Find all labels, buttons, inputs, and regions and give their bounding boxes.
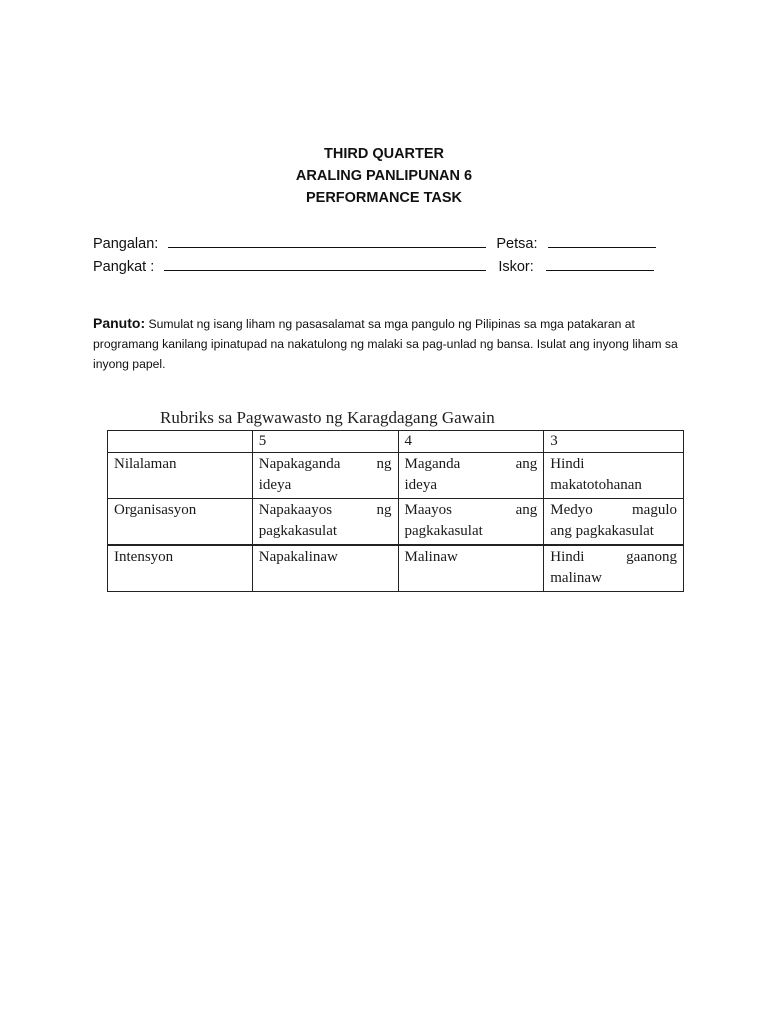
rubric-cell <box>252 499 398 546</box>
cell-line: pagkakasulat <box>258 523 338 539</box>
instructions-text: Sumulat ng isang liham ng pasasalamat sa mga pangulo ng Pilipinas sa mga patakaran at programang kanilang ipinatupad na nakatulong ng malaki sa pag-unlad ng bansa. Isulat ang inyong liham sa inyong papel. <box>93 317 678 371</box>
task-title: PERFORMANCE TASK <box>305 190 462 206</box>
cell-line: Medyo magulo <box>550 502 677 518</box>
cell-line: makatotohanan <box>550 477 642 493</box>
pangalan-label: Pangalan: <box>93 236 159 252</box>
criterion-cell: Organisasyon <box>108 499 253 546</box>
cell-line: Maayos ang <box>404 502 538 518</box>
rubric-row-organisasyon <box>108 499 684 546</box>
rubric-cell <box>544 545 684 592</box>
cell-line: Napakaganda ng <box>258 456 392 472</box>
rubric-header-row <box>108 431 684 453</box>
rubric-cell <box>544 499 684 546</box>
rubric-table <box>107 430 684 592</box>
instructions-label: Panuto: <box>93 315 146 331</box>
iskor-blank[interactable] <box>546 257 654 271</box>
pangkat-label: Pangkat : <box>93 259 155 275</box>
rubric-header-empty <box>108 431 253 453</box>
cell-line: Maganda ang <box>404 456 538 472</box>
cell-line: malinaw <box>550 570 602 586</box>
subject-title: ARALING PANLIPUNAN 6 <box>295 168 473 184</box>
rubric-header-score-4: 4 <box>398 431 544 453</box>
instructions-paragraph <box>93 313 683 374</box>
petsa-blank[interactable] <box>548 234 656 248</box>
cell-line: Hindi gaanong <box>550 549 677 565</box>
rubric-title: Rubriks sa Pagwawasto ng Karagdagang Gawain <box>160 408 495 427</box>
rubric-row-intensyon <box>108 545 684 592</box>
cell-line: Napakaayos ng <box>258 502 392 518</box>
rubric-row-nilalaman <box>108 453 684 499</box>
cell-line: pagkakasulat <box>404 523 483 539</box>
cell-line: Hindi <box>550 456 585 472</box>
quarter-title: THIRD QUARTER <box>323 146 445 162</box>
pangkat-blank[interactable] <box>164 257 486 271</box>
cell-line: ideya <box>258 477 292 493</box>
rubric-header-score-3: 3 <box>544 431 684 453</box>
criterion-cell: Nilalaman <box>108 453 253 499</box>
iskor-label: Iskor: <box>498 259 534 275</box>
group-score-row <box>93 257 654 275</box>
petsa-label: Petsa: <box>496 236 538 252</box>
criterion-cell: Intensyon <box>108 545 253 592</box>
rubric-cell <box>398 453 544 499</box>
cell-line: Napakalinaw <box>258 549 338 565</box>
cell-line: ang pagkakasulat <box>550 523 654 539</box>
rubric-cell <box>544 453 684 499</box>
cell-line: ideya <box>404 477 437 493</box>
pangalan-blank[interactable] <box>168 234 486 248</box>
name-date-row <box>93 234 656 252</box>
cell-line: Malinaw <box>404 549 458 565</box>
rubric-cell <box>252 453 398 499</box>
rubric-cell <box>398 545 544 592</box>
rubric-header-score-5: 5 <box>252 431 398 453</box>
document-header <box>0 143 768 209</box>
rubric-cell <box>398 499 544 546</box>
rubric-cell <box>252 545 398 592</box>
